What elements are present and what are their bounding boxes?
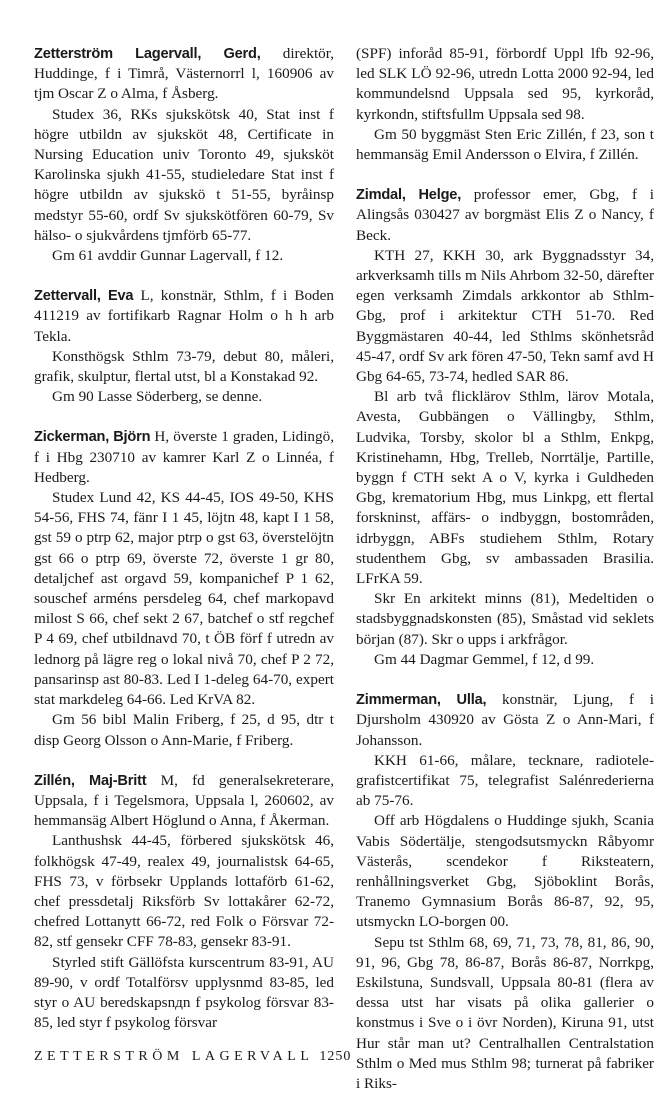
entry-paragraph: Lanthushsk 44-45, förbered sjukskötsk 46, folkhögsk 47-49, realex 49, journalistsk 64-65, FHS 73, v förbsekr Upplands lottaförb 61-62, chef pressdetalj Riksförb Sv lottakårer 62-72, chefred Lottanytt 66-72, red Folk o Försvar 72-82, stf gensekr CFF 78-83, gensekr 83-91.: [34, 832, 334, 951]
entry-name: Zillén, Maj-Britt: [34, 772, 147, 789]
entry-text: H, överste 1 graden, Lidingö, f i Hbg 230710 av kamrer Karl Z o Linnéa, f Hedberg.: [34, 428, 334, 486]
entry-paragraph: [34, 44, 334, 105]
page-footer: [34, 1049, 351, 1065]
entry-paragraph: [356, 185, 654, 246]
entry-paragraph: [356, 44, 654, 125]
entry-text: (SPF) inforåd 85-91, förbordf Uppl lfb 92-96, led SLK LÖ 92-96, utredn Lotta 2000 92-94, led kommundelsnd Uppsala sed 95, kyrkoråd, kyrkondn, stiftsfullm Uppsala sed 98.: [356, 45, 654, 123]
entry-paragraph: [34, 427, 334, 488]
biography-entry: [34, 286, 334, 407]
entry-paragraph: [34, 286, 334, 347]
entry-name: Zimdal, Helge,: [356, 187, 462, 204]
entry-paragraph: Off arb Högdalens o Huddinge sjukh, Scania Vabis Södertälje, stengodsutsmyckn Råbyomr Västerås, scendekor f Riksteatern, renhållningsverket Gbg, Sjöboklint Borås, Tranemo Gymnasium Borås 86-87, 92, 95, utsmyckn LO-borgen 00.: [356, 812, 654, 931]
page-number: 1250: [319, 1049, 352, 1064]
entry-text: M, fd generalsekreterare, Uppsala, f i Tegelsmora, Uppsala l, 260602, av hemmansäg Albert Höglund o Anna, f Åkerman.: [34, 771, 334, 830]
entry-paragraph: Gm 61 avddir Gunnar Lagervall, f 12.: [52, 247, 284, 265]
entry-paragraph: Skr En arkitekt minns (81), Medeltiden o stadsbyggnadskonsten (85), Småstad vid seklets början (87). Skr o upps i arkfrågor.: [356, 590, 654, 648]
biography-entry: [356, 690, 654, 1094]
entry-name: Zetterström Lagervall, Gerd,: [34, 46, 261, 62]
entry-text: konstnär, Ljung, f i Djursholm 430920 av Gösta Z o Ann-Mari, f Johansson.: [356, 691, 655, 749]
entry-paragraph: Styrled stift Gällöfsta kurscentrum 83-91, AU 89-90, v ordf Totalförsv upplysnmd 83-85, led styr o AU beredskapsnдn f psykolog försvar 83-85, led styr f psykolog försvar: [34, 953, 334, 1032]
biography-entry: [356, 185, 654, 670]
biography-entry: [356, 44, 654, 165]
entry-paragraph: Gm 44 Dagmar Gemmel, f 12, d 99.: [374, 650, 595, 668]
entry-paragraph: Bl arb två flicklärov Sthlm, lärov Motala, Avesta, Gubbängen o Vällingby, Sthlm, Ludvika, Torsby, skolor bl a Sthlm, Enkpg, Kristinehamn, Hbg, Trelleb, Norrtälje, Partille, byggn f CTH sekt A o V, kyrka i Guldheden Gbg, krematorium Hbg, mus Linkpg, ett flertal forskninst, affärs- o indbyggn, bostområden, idrbyggn, ABFs studiehem Sthlm, Rotary studenthem Gbg, sv ambassaden Brasilia. LFrKA 59.: [356, 388, 654, 588]
entry-name: Zickerman, Björn: [34, 429, 151, 446]
entry-paragraph: Studex Lund 42, KS 44-45, IOS 49-50, KHS 54-56, FHS 74, fänr I 1 45, löjtn 48, kapt I 1 58, gst 59 o ptrp 62, major ptrp o gst 63, överstelöjtn gst 66 o ptrp 69, överste 72, överste 1 gr 80, detaljchef ast orgavd 59, kompanichef P 1 62, souschef arméns persdeleg 64, chef markopavd milost S 66, chef sekt 2 67, batchef o stf regchef P 4 69, chef utbildnavd 70, t ÖB förf f utredn av lednorg på lägre reg o lokal nivå 70, chef P 2 72, pansarinsp ast 80-83. Led I 1-deleg 64-70, expert stat markdeleg 64-66. Led KrVA 82.: [34, 489, 334, 709]
entry-paragraph: Gm 90 Lasse Söderberg, se denne.: [52, 388, 263, 406]
entry-paragraph: [356, 690, 654, 751]
entry-name: Zettervall, Eva: [34, 288, 134, 305]
biography-entry: [34, 427, 334, 750]
entry-text: direktör, Huddinge, f i Timrå, Västernorrl l, 160906 av tjm Oscar Z o Alma, f Åsberg.: [34, 45, 334, 103]
entry-paragraph: Sepu tst Sthlm 68, 69, 71, 73, 78, 81, 86, 90, 91, 96, Gbg 78, 86-87, Borås 86-87, Norrkpg, Eskilstuna, Sundsvall, Uppsala 80-81 (flera av dessa utst har visats på olika gallerier o konstmus i Sve o i övr Norden), Kiruna 91, utst Hur står man ut? Centralhallen Centralstation Sthlm o Med mus Sthlm 98; turnerat på fabriker i Riks-: [356, 933, 654, 1092]
biography-entry: [34, 771, 334, 1034]
running-head: ZETTERSTRÖM LAGERVALL: [34, 1049, 314, 1064]
entry-paragraph: Konsthögsk Sthlm 73-79, debut 80, måleri, grafik, skulptur, flertal utst, bl a Konstakad 92.: [34, 347, 334, 386]
entry-paragraph: KKH 61-66, målare, tecknare, radiotelegrafistcertifikat 75, telegrafist Salénrederierna ab 75-76.: [356, 751, 654, 810]
entry-text: L, konstnär, Sthlm, f i Boden 411219 av fortifikarb Ragnar Holm o h h arb Tekla.: [34, 287, 334, 345]
entry-paragraph: Gm 56 bibl Malin Friberg, f 25, d 95, dtr t disp Georg Olsson o Ann-Marie, f Friberg.: [34, 711, 334, 749]
entry-text: professor emer, Gbg, f i Alingsås 030427 av borgmäst Elis Z o Nancy, f Beck.: [356, 186, 654, 244]
column-left: [34, 44, 334, 1053]
entry-paragraph: Gm 50 byggmäst Sten Eric Zillén, f 23, son t hemmansäg Emil Andersson o Elvira, f Zillén.: [356, 125, 654, 164]
entry-name: Zimmerman, Ulla,: [356, 692, 487, 709]
entry-paragraph: KTH 27, KKH 30, ark Byggnadsstyr 34, arkverksamh tills m Nils Ahrbom 32-50, därefter egen verksamh Zimdals arkkontor ab Sthlm-Gbg, prof i arkitektur CTH 51-70. Red Byggmästaren 40-44, led Sthlms skönhetsråd 45-47, ordf Sv ark fören 47-50, Tekn samf avd H Gbg 64-65, 73-74, hedled SAR 86.: [356, 246, 654, 386]
entry-paragraph: [34, 771, 334, 832]
biography-entry: [34, 44, 334, 266]
entry-paragraph: Studex 36, RKs sjukskötsk 40, Stat inst f högre utbildn av sjuksköt 48, Certificate in Nursing Education univ Toronto 49, sjuksköt Karolinska sjukh 41-55, studieledare Stat inst f högre utbildn av sjukskö t 51-55, byråinsp medstyr 55-60, ordf Sv sjukskötfören 60-79, Sv hälso- o sjukvårdens tjmförb 65-77.: [34, 105, 334, 244]
column-right: [356, 44, 654, 1114]
